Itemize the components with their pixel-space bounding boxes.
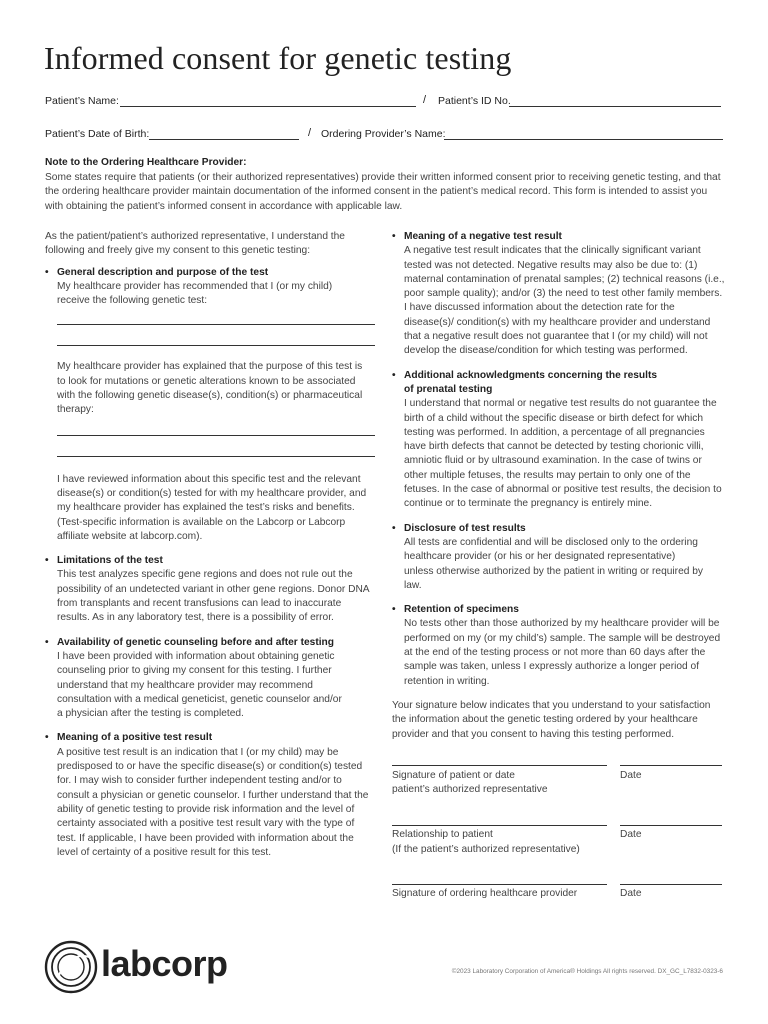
- field-separator: /: [308, 127, 312, 139]
- bullet-icon: •: [45, 266, 49, 278]
- patient-date-label: Date: [620, 770, 642, 781]
- bullet-icon: •: [392, 522, 396, 534]
- patient-id-label: Patient’s ID No.: [438, 95, 511, 107]
- patient-date-field[interactable]: [620, 765, 722, 766]
- section-limitations-title: Limitations of the test: [57, 555, 163, 567]
- section-general-title: General description and purpose of the test: [57, 266, 269, 278]
- relationship-date-field[interactable]: [620, 825, 722, 826]
- section-retention-title: Retention of specimens: [404, 604, 519, 616]
- section-prenatal: [392, 369, 726, 512]
- section-positive: [45, 731, 375, 860]
- bullet-icon: •: [392, 604, 396, 616]
- patient-name-label: Patient’s Name:: [45, 95, 119, 107]
- section-retention-body: No tests other than those authorized by my healthcare provider will be performed on my (or my child’s) sample. The sample will be destroyed at the end of the testing process or not more than 60 days after the sample was taken, unless I expressly authorize a longer period of retention in writing.: [404, 618, 721, 687]
- patient-dob-field[interactable]: [149, 139, 299, 140]
- provider-name-label: Ordering Provider’s Name:: [321, 128, 446, 140]
- disease-field-2[interactable]: [57, 456, 375, 457]
- bullet-icon: •: [392, 369, 396, 381]
- provider-date-label: Date: [620, 888, 642, 899]
- consent-intro: As the patient/patient’s authorized representative, I understand the following and freely give my consent to this genetic testing:: [45, 231, 345, 257]
- section-general: [45, 266, 375, 309]
- patient-signature-label-2: patient’s authorized representative: [392, 784, 548, 795]
- field-separator: /: [423, 94, 427, 106]
- provider-signature-field[interactable]: [392, 884, 607, 885]
- footer-copyright: ©2023 Laboratory Corporation of America® Holdings All rights reserved. DX_GC_L7832-0323-6: [451, 968, 723, 975]
- section-negative-title: Meaning of a negative test result: [404, 231, 562, 242]
- test-name-field-2[interactable]: [57, 345, 375, 346]
- patient-id-field[interactable]: [509, 106, 721, 107]
- patient-signature-label: Signature of patient or date: [392, 770, 515, 781]
- bullet-icon: •: [45, 636, 49, 648]
- bullet-icon: •: [45, 555, 49, 567]
- section-counseling-body: I have been provided with information about obtaining genetic counseling prior to giving my consent for this testing. I further understand that my healthcare provider may recommend consultation with a medical geneticist, genetic counselor and/or a physician after the testing is completed.: [57, 650, 342, 720]
- relationship-field[interactable]: [392, 825, 607, 826]
- section-disclosure-body: All tests are confidential and will be disclosed only to the ordering healthcare provider (or his or her designated representative) unless otherwise authorized by the patient in writing or required by law.: [404, 536, 703, 591]
- provider-name-field[interactable]: [444, 139, 723, 140]
- section-positive-body: A positive test result is an indication that I (or my child) may be predisposed to or have the specific disease(s) or condition(s) tested for. I may wish to consider further independent testing and/or to consult a physician or genetic counselor. I further understand that the ability of genetic testing to provide risk information and the level of certainty associated with a positive test result vary with the type of test. If applicable, I have been provided with information about the level of certainty of a positive result for this test.: [57, 746, 369, 858]
- reviewed-text: I have reviewed information about this specific test and the relevant disease(s) or condition(s) tested for with my healthcare provider, and my healthcare provider has explained the test’s risks and benefits. (Test-specific information is available on the Labcorp or Labcorp affiliate website at labcorp.com).: [57, 473, 367, 542]
- provider-note-heading: Note to the Ordering Healthcare Provider:: [45, 157, 247, 168]
- patient-dob-label: Patient’s Date of Birth:: [45, 128, 150, 140]
- section-counseling-title: Availability of genetic counseling before and after testing: [57, 636, 334, 648]
- disease-field[interactable]: [57, 435, 375, 436]
- relationship-label: Relationship to patient: [392, 829, 493, 840]
- section-negative-body: A negative test result indicates that the clinically significant variant tested was not detected. Negative results may also be due to: (1) maternal contamination of prenatal samples; (2) technical reasons (i.e., poor sample quality); and/or (3) the need to test other family members. I have discussed information about the detection rate for the disease(s)/ condition(s) with my healthcare provider and understand that a negative result does not guarantee that I (or my child) will not develop the disease/condition for which testing was performed.: [404, 245, 725, 357]
- provider-signature-label: Signature of ordering healthcare provider: [392, 888, 578, 899]
- provider-note-body: Some states require that patients (or their authorized representatives) provide their written informed consent prior to receiving genetic testing, and that the ordering healthcare provider maintain documentation of the informed consent in the patient’s medical record. This form is intended to assist you with obtaining the patient’s informed consent in accordance with applicable law.: [45, 171, 721, 212]
- relationship-date-label: Date: [620, 829, 642, 840]
- patient-signature-field[interactable]: [392, 765, 607, 766]
- section-general-body: My healthcare provider has recommended that I (or my child) receive the following genetic test:: [57, 280, 333, 307]
- section-counseling: [45, 636, 375, 722]
- section-prenatal-title: Additional acknowledgments concerning the results of prenatal testing: [404, 369, 658, 395]
- provider-date-field[interactable]: [620, 884, 722, 885]
- left-column: [45, 230, 375, 860]
- section-limitations: [45, 554, 375, 625]
- section-prenatal-body: I understand that normal or negative test results do not guarantee the birth of a child without the specific disease or birth defect for which testing was performed. In addition, a percentage of all pregnancies have birth defects that cannot be detected by testing chorionic villi, amniotic fluid or by ultrasound examination. In the case of twins or other multiple fetuses, the results may pertain to only one of the fetuses. In the case of abnormal or positive test results, the decision to continue or to terminate the pregnancy is entirely mine.: [404, 398, 722, 510]
- right-column: [392, 230, 726, 742]
- test-name-field[interactable]: [57, 324, 375, 325]
- section-disclosure: [392, 522, 726, 593]
- page-title: Informed consent for genetic testing: [44, 40, 512, 76]
- labcorp-logo-text: labcorp: [101, 943, 228, 984]
- section-positive-title: Meaning of a positive test result: [57, 732, 213, 744]
- section-negative: [392, 230, 726, 359]
- relationship-label-2: (If the patient’s authorized representative): [392, 844, 580, 855]
- patient-name-field[interactable]: [120, 106, 416, 107]
- section-retention: [392, 603, 726, 689]
- provider-note: [45, 156, 725, 214]
- signature-intro: Your signature below indicates that you understand to your satisfaction the information about the genetic testing ordered by your healthcare provider and that you consent to having this testing performed.: [392, 699, 711, 740]
- bullet-icon: •: [45, 732, 49, 744]
- section-limitations-body: This test analyzes specific gene regions and does not rule out the possibility of an undetected variant in other gene regions. Donor DNA from transplants and recent transfusions can lead to inaccurate results. As in any laboratory test, there is a possibility of error.: [57, 569, 370, 624]
- bullet-icon: •: [392, 231, 396, 242]
- purpose-text: My healthcare provider has explained that the purpose of this test is to look for mutations or genetic alterations known to be associated with the following genetic disease(s), condition(s) or pharmaceutical therapy:: [57, 361, 363, 416]
- section-disclosure-title: Disclosure of test results: [404, 522, 526, 534]
